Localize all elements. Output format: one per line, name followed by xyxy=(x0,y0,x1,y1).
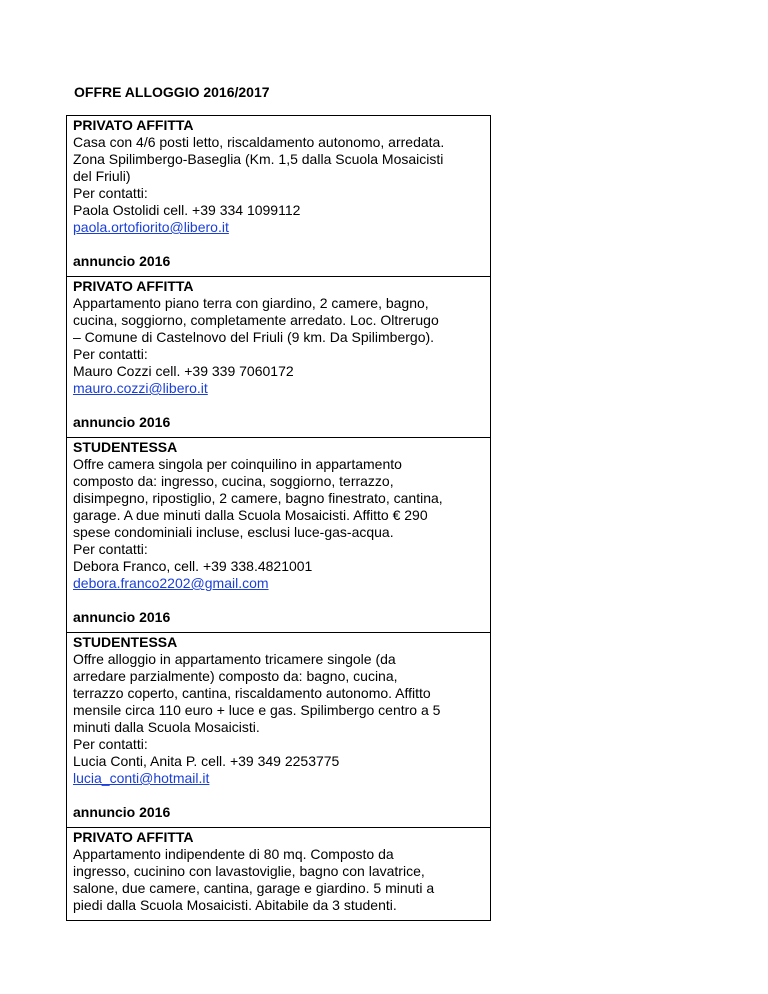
listing-text: ingresso, cucinino con lavastoviglie, bagno con lavatrice, xyxy=(73,863,425,879)
listing-text: Per contatti: xyxy=(73,736,148,752)
listing-text: Per contatti: xyxy=(73,346,148,362)
listing-text: composto da: ingresso, cucina, soggiorno, terrazzo, xyxy=(73,473,394,489)
listing-heading: PRIVATO AFFITTA xyxy=(73,278,194,294)
listing-text: arredare parzialmente) composto da: bagno, cucina, xyxy=(73,668,398,684)
listing-text: minuti dalla Scuola Mosaicisti. xyxy=(73,719,260,735)
listing-text: Per contatti: xyxy=(73,541,148,557)
page-title: OFFRE ALLOGGIO 2016/2017 xyxy=(74,84,270,100)
listing-text: disimpegno, ripostiglio, 2 camere, bagno finestrato, cantina, xyxy=(73,490,443,506)
listing-text: cucina, soggiorno, completamente arredato. Loc. Oltrerugo xyxy=(73,312,439,328)
announcement-year: annuncio 2016 xyxy=(73,253,171,269)
listing-5 xyxy=(66,828,491,921)
listing-text: garage. A due minuti dalla Scuola Mosaicisti. Affitto € 290 xyxy=(73,507,428,523)
listing-text: Lucia Conti, Anita P. cell. +39 349 2253775 xyxy=(73,753,340,769)
listing-text: Per contatti: xyxy=(73,185,148,201)
email-link[interactable]: paola.ortofiorito@libero.it xyxy=(73,219,229,235)
listing-heading: PRIVATO AFFITTA xyxy=(73,829,194,845)
listings-table xyxy=(66,115,491,921)
listing-text: Offre camera singola per coinquilino in appartamento xyxy=(73,456,402,472)
listing-text: Zona Spilimbergo-Baseglia (Km. 1,5 dalla Scuola Mosaicisti xyxy=(73,151,444,167)
listing-text: salone, due camere, cantina, garage e giardino. 5 minuti a xyxy=(73,880,435,896)
listing-text: Offre alloggio in appartamento tricamere singole (da xyxy=(73,651,396,667)
listing-2 xyxy=(66,277,491,438)
spacer xyxy=(73,397,484,414)
listing-heading: PRIVATO AFFITTA xyxy=(73,117,194,133)
listing-text: terrazzo coperto, cantina, riscaldamento autonomo. Affitto xyxy=(73,685,431,701)
listing-text: Debora Franco, cell. +39 338.4821001 xyxy=(73,558,313,574)
listing-heading: STUDENTESSA xyxy=(73,439,178,455)
listing-text: Casa con 4/6 posti letto, riscaldamento autonomo, arredata. xyxy=(73,134,445,150)
email-link[interactable]: debora.franco2202@gmail.com xyxy=(73,575,269,591)
listing-1 xyxy=(66,115,491,277)
listing-text: Mauro Cozzi cell. +39 339 7060172 xyxy=(73,363,294,379)
listing-text: Appartamento piano terra con giardino, 2 camere, bagno, xyxy=(73,295,429,311)
announcement-year: annuncio 2016 xyxy=(73,414,171,430)
spacer xyxy=(73,787,484,804)
listing-heading: STUDENTESSA xyxy=(73,634,178,650)
listing-3 xyxy=(66,438,491,633)
listing-text: spese condominiali incluse, esclusi luce-gas-acqua. xyxy=(73,524,394,540)
listing-text: Appartamento indipendente di 80 mq. Composto da xyxy=(73,846,394,862)
spacer xyxy=(73,592,484,609)
listing-text: Paola Ostolidi cell. +39 334 1099112 xyxy=(73,202,301,218)
spacer xyxy=(73,236,484,253)
announcement-year: annuncio 2016 xyxy=(73,804,171,820)
email-link[interactable]: mauro.cozzi@libero.it xyxy=(73,380,208,396)
listing-text: – Comune di Castelnovo del Friuli (9 km. Da Spilimbergo). xyxy=(73,329,435,345)
listing-4 xyxy=(66,633,491,828)
email-link[interactable]: lucia_conti@hotmail.it xyxy=(73,770,210,786)
listing-text: piedi dalla Scuola Mosaicisti. Abitabile da 3 studenti. xyxy=(73,897,397,913)
listing-text: del Friuli) xyxy=(73,168,131,184)
listing-text: mensile circa 110 euro + luce e gas. Spilimbergo centro a 5 xyxy=(73,702,441,718)
announcement-year: annuncio 2016 xyxy=(73,609,171,625)
